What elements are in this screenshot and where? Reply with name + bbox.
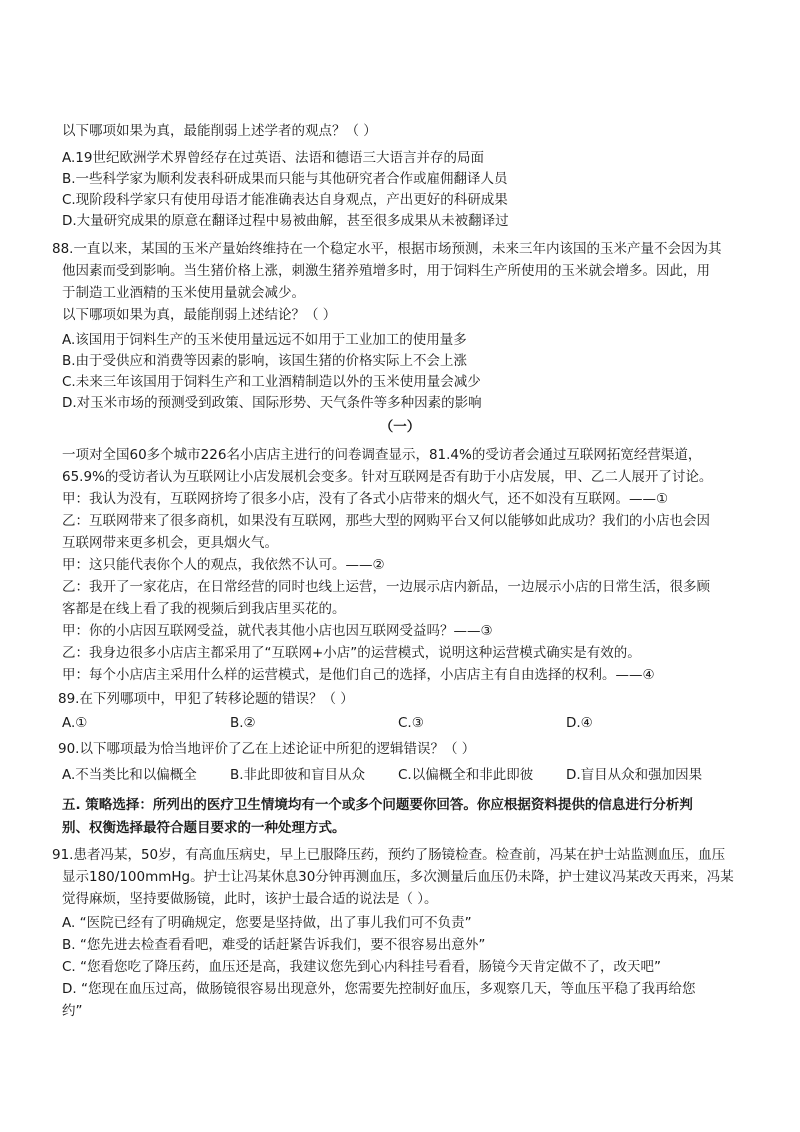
q91-passage-line: 显示180/100mmHg。护士让冯某休息30分钟再测血压，多次测量后血压仍未降，护士建议冯某改天再来，冯某 <box>62 869 734 885</box>
section-one-line: 互联网带来更多机会，更具烟火气。 <box>62 535 278 551</box>
q90-stem: 90.以下哪项最为恰当地评价了乙在上述论证中所犯的逻辑错误？（ ） <box>58 741 476 757</box>
q88-option-d: D.对玉米市场的预测受到政策、国际形势、天气条件等多种因素的影响 <box>62 395 482 411</box>
q90-option-b: B.非此即彼和盲目从众 <box>230 767 366 783</box>
section-one-line: 一项对全国60多个城市226名小店店主进行的问卷调查显示，81.4%的受访者会通过互联网拓宽经营渠道， <box>62 447 702 463</box>
q88-option-c: C.未来三年该国用于饲料生产和工业酒精制造以外的玉米使用量会减少 <box>62 374 481 390</box>
section-one-line: 客都是在线上看了我的视频后到我店里买花的。 <box>62 601 346 617</box>
q87-option-a: A.19世纪欧洲学术界曾经存在过英语、法语和德语三大语言并存的局面 <box>62 150 484 166</box>
section-one-line: 甲：我认为没有，互联网挤垮了很多小店，没有了各式小店带来的烟火气，还不如没有互联网。——① <box>62 491 669 507</box>
q88-passage-line: 他因素而受到影响。当生猪价格上涨，刺激生猪养殖增多时，用于饲料生产所使用的玉米就会增多。因此，用 <box>62 263 710 279</box>
q88-passage-line: 88.一直以来，某国的玉米产量始终维持在一个稳定水平，根据市场预测，未来三年内该国的玉米产量不会因为其 <box>52 241 722 257</box>
section-five-instruction: 五. 策略选择：所列出的医疗卫生情境均有一个或多个问题要你回答。你应根据资料提供的信息进行分析判 <box>62 797 693 813</box>
q87-option-c: C.现阶段科学家只有使用母语才能准确表达自身观点，产出更好的科研成果 <box>62 192 508 208</box>
q87-option-b: B.一些科学家为顺利发表科研成果而只能与其他研究者合作或雇佣翻译人员 <box>62 171 508 187</box>
q91-option-d-continued: 约” <box>62 1003 83 1019</box>
q89-option-a: A.① <box>62 715 88 731</box>
q90-option-a: A.不当类比和以偏概全 <box>62 767 197 783</box>
section-one-heading: （一） <box>379 419 421 435</box>
section-one-line: 乙：我身边很多小店店主都采用了“互联网+小店”的运营模式，说明这种运营模式确实是有效的。 <box>62 645 641 661</box>
q88-stem: 以下哪项如果为真，最能削弱上述结论？（ ） <box>62 307 337 323</box>
q89-option-d: D.④ <box>566 715 593 731</box>
q91-passage-line: 91.患者冯某，50岁，有高血压病史，早上已服降压药，预约了肠镜检查。检查前，冯某在护士站监测血压，血压 <box>52 847 726 863</box>
q89-option-c: C.③ <box>398 715 424 731</box>
q89-stem: 89.在下列哪项中，甲犯了转移论题的错误？（ ） <box>58 691 354 707</box>
q90-option-c: C.以偏概全和非此即彼 <box>398 767 534 783</box>
q88-option-b: B.由于受供应和消费等因素的影响，该国生猪的价格实际上不会上涨 <box>62 353 468 369</box>
section-five-instruction: 别、权衡选择最符合题目要求的一种处理方式。 <box>62 820 346 836</box>
section-one-line: 甲：你的小店因互联网受益，就代表其他小店也因互联网受益吗？——③ <box>62 623 493 639</box>
section-one-line: 乙：我开了一家花店，在日常经营的同时也线上运营，一边展示店内新品，一边展示小店的日常生活，很多顾 <box>62 579 710 595</box>
q87-option-d: D.大量研究成果的原意在翻译过程中易被曲解，甚至很多成果从未被翻译过 <box>62 213 509 229</box>
section-one-line: 甲：每个小店店主采用什么样的运营模式，是他们自己的选择，小店店主有自由选择的权利。——④ <box>62 667 655 683</box>
section-one-line: 65.9%的受访者认为互联网让小店发展机会变多。针对互联网是否有助于小店发展，甲、乙二人展开了讨论。 <box>62 469 713 485</box>
q91-option-a: A. “医院已经有了明确规定，您要是坚持做，出了事儿我们可不负责” <box>62 915 472 931</box>
q88-passage-line: 于制造工业酒精的玉米使用量就会减少。 <box>62 285 305 301</box>
q89-option-b: B.② <box>230 715 256 731</box>
q87-stem: 以下哪项如果为真，最能削弱上述学者的观点？（ ） <box>62 123 377 139</box>
q88-option-a: A.该国用于饲料生产的玉米使用量远远不如用于工业加工的使用量多 <box>62 332 467 348</box>
section-one-line: 甲：这只能代表你个人的观点，我依然不认可。——② <box>62 557 385 573</box>
q91-option-b: B. “您先进去检查看看吧，难受的话赶紧告诉我们，要不很容易出意外” <box>62 937 486 953</box>
q91-option-d: D. “您现在血压过高，做肠镜很容易出现意外，您需要先控制好血压，多观察几天，等血压平稳了我再给您 <box>62 981 696 997</box>
section-one-line: 乙：互联网带来了很多商机，如果没有互联网，那些大型的网购平台又何以能够如此成功？我们的小店也会因 <box>62 513 710 529</box>
q91-option-c: C. “您看您吃了降压药，血压还是高，我建议您先到心内科挂号看看，肠镜今天肯定做不了，改天吧” <box>62 959 661 975</box>
q90-option-d: D.盲目从众和强加因果 <box>566 767 703 783</box>
q91-passage-line: 觉得麻烦，坚持要做肠镜，此时，该护士最合适的说法是（ ）。 <box>62 891 438 907</box>
